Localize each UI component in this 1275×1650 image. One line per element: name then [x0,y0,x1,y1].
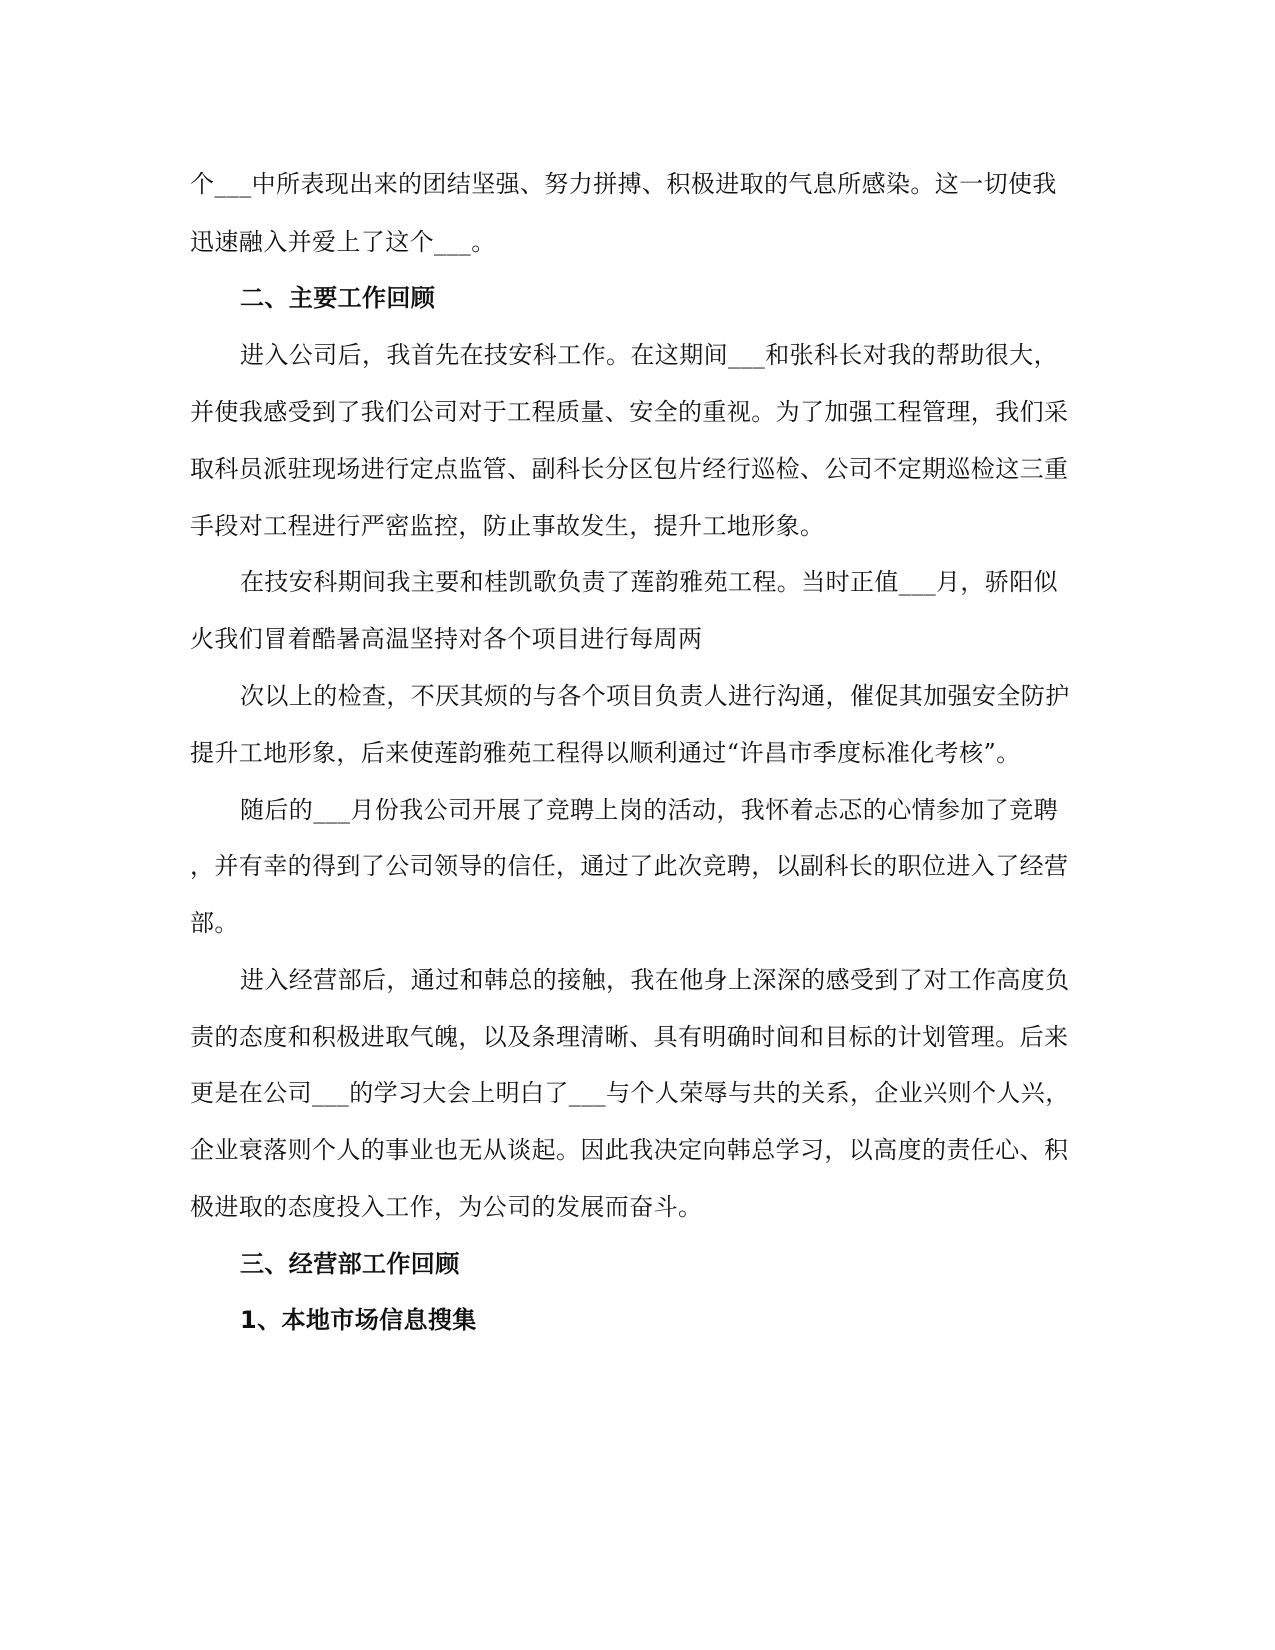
paragraph-line: 极进取的态度投入工作，为公司的发展而奋斗。 [190,1193,703,1221]
paragraph-line: 责的态度和积极进取气魄，以及条理清晰、具有明确时间和目标的计划管理。后来 [190,1023,1069,1051]
subsection-heading: 1、本地市场信息搜集 [240,1306,477,1334]
section-heading: 三、经营部工作回顾 [240,1250,460,1278]
paragraph-line: 更是在公司___的学习大会上明白了___与个人荣辱与共的关系，企业兴则个人兴， [190,1079,1070,1107]
paragraph-line: 取科员派驻现场进行定点监管、副科长分区包片经行巡检、公司不定期巡检这三重 [190,455,1069,483]
paragraph-line: 部。 [190,909,239,937]
section-heading: 二、主要工作回顾 [240,284,436,312]
paragraph-line: 并使我感受到了我们公司对于工程质量、安全的重视。为了加强工程管理，我们采 [190,398,1069,426]
paragraph-line: 进入公司后，我首先在技安科工作。在这期间___和张科长对我的帮助很大， [240,341,1058,369]
paragraph-line: 次以上的检查，不厌其烦的与各个项目负责人进行沟通，催促其加强安全防护 [240,682,1070,710]
paragraph-line: 提升工地形象，后来使莲韵雅苑工程得以顺利通过“许昌市季度标准化考核”。 [190,739,1021,767]
paragraph-line: 企业衰落则个人的事业也无从谈起。因此我决定向韩总学习，以高度的责任心、积 [190,1136,1069,1164]
paragraph-line: 进入经营部后，通过和韩总的接触，我在他身上深深的感受到了对工作高度负 [240,966,1070,994]
paragraph-line: ，并有幸的得到了公司领导的信任，通过了此次竞聘，以副科长的职位进入了经营 [190,852,1069,880]
paragraph-line: 随后的___月份我公司开展了竞聘上岗的活动，我怀着忐忑的心情参加了竞聘 [240,796,1058,824]
paragraph-line: 手段对工程进行严密监控，防止事故发生，提升工地形象。 [190,512,825,540]
paragraph-line: 个___中所表现出来的团结坚强、努力拼搏、积极进取的气息所感染。这一切使我 [190,170,1057,198]
paragraph-line: 迅速融入并爱上了这个___。 [190,228,496,256]
paragraph-line: 在技安科期间我主要和桂凯歌负责了莲韵雅苑工程。当时正值___月，骄阳似 [240,568,1058,596]
paragraph-line: 火我们冒着酷暑高温坚持对各个项目进行每周两 [190,625,703,653]
